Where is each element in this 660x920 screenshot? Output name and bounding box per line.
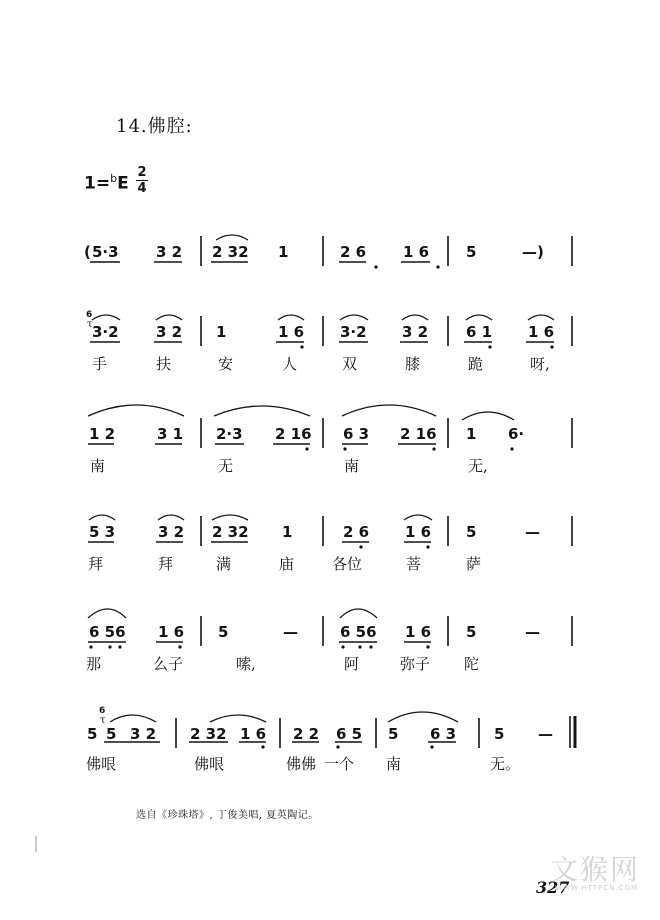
flat-sign: b: [110, 172, 118, 185]
note-group: 1: [466, 425, 477, 443]
watermark-logo: 文猴网: [549, 853, 640, 886]
lyric: 一个: [324, 755, 355, 773]
note-group: 6·: [508, 425, 525, 443]
lyric: 么子: [153, 655, 184, 673]
note-group: 1 6: [405, 623, 432, 641]
lyric: 那: [86, 655, 102, 673]
section-title: 14.佛腔:: [116, 116, 193, 137]
note-group: 1 6: [405, 523, 432, 541]
note-group: —: [538, 725, 553, 743]
lyric: 庙: [279, 555, 295, 573]
note-group: 1 6: [240, 725, 267, 743]
note-group: —: [525, 523, 540, 541]
lyric: 南: [344, 457, 360, 475]
note-group: 3·2: [92, 323, 119, 341]
lyric: 无,: [468, 457, 488, 475]
note-group: 3·2: [340, 323, 367, 341]
note-group: 5: [218, 623, 229, 641]
grace-note: 6: [99, 706, 106, 716]
lyric: 满: [216, 555, 232, 573]
page-number: 327: [536, 878, 570, 897]
note-group: 6 3: [430, 725, 457, 743]
note-group: 5: [106, 725, 117, 743]
note-group: 6 5: [336, 725, 363, 743]
note-group: 2 32: [212, 243, 249, 261]
note-group: 6 56: [340, 623, 377, 641]
note-group: 1 6: [528, 323, 555, 341]
note-group: 5: [87, 725, 98, 743]
note-group: 5: [494, 725, 505, 743]
key-tonic-number: 1: [84, 173, 96, 194]
lyric: 陀: [464, 655, 480, 673]
note-group: 1: [216, 323, 227, 341]
octave-dots: [89, 265, 553, 748]
note-group: 5: [466, 523, 477, 541]
lyric: 扶: [156, 355, 172, 373]
note-group: (: [84, 243, 91, 261]
trill-icon: τ: [87, 319, 93, 330]
lyric: 佛佛: [286, 755, 317, 773]
watermark-url: WWW.HTTPCN.COM: [555, 884, 638, 892]
lyric: 弥子: [400, 655, 431, 673]
lyric: 嗦,: [236, 655, 256, 673]
lyric: 呀,: [530, 355, 550, 373]
note-group: 2 16: [400, 425, 437, 443]
note-group: 5 3: [89, 523, 116, 541]
lyric: 安: [218, 355, 234, 373]
note-group: 5: [466, 623, 477, 641]
lyric: 萨: [466, 555, 482, 573]
note-group: —): [522, 243, 544, 261]
lyric: 佛哏: [86, 755, 117, 773]
note-group: 1 6: [403, 243, 430, 261]
lyric: 无。: [490, 755, 521, 773]
note-group: —: [283, 623, 298, 641]
note-group: 1: [282, 523, 293, 541]
lyric: 各位: [332, 555, 363, 573]
rhythm-underlines: [88, 262, 554, 742]
key-note: E: [117, 173, 129, 194]
lyric: 跪: [468, 355, 484, 373]
lyric: 人: [282, 355, 298, 373]
note-group: —: [525, 623, 540, 641]
lyric: 拜: [88, 555, 104, 573]
time-signature-bottom: 4: [137, 181, 147, 196]
lyric: 拜: [158, 555, 174, 573]
note-group: 5: [466, 243, 477, 261]
trill-icon: τ: [100, 715, 106, 726]
note-group: 6 3: [343, 425, 370, 443]
note-group: 3 2: [130, 725, 157, 743]
note-group: 1: [278, 243, 289, 261]
lyric: 佛哏: [194, 755, 225, 773]
note-group: 5·3: [92, 243, 119, 261]
note-group: 2 6: [340, 243, 367, 261]
slurs: [88, 235, 554, 722]
lyric: 双: [342, 355, 358, 373]
note-group: 3 1: [157, 425, 184, 443]
note-group: 2 32: [190, 725, 227, 743]
grace-note: 6: [86, 310, 93, 320]
lyric: 手: [92, 355, 108, 373]
note-group: 5: [388, 725, 399, 743]
time-signature-top: 2: [137, 165, 147, 180]
note-group: 1 6: [158, 623, 185, 641]
note-group: 3 2: [156, 243, 183, 261]
lyric: 南: [386, 755, 402, 773]
lyric: 无: [218, 457, 234, 475]
note-group: 3 2: [158, 523, 185, 541]
note-group: 1 6: [278, 323, 305, 341]
note-group: 2 16: [275, 425, 312, 443]
note-group: 2 6: [343, 523, 370, 541]
note-group: 6 56: [89, 623, 126, 641]
lyric: 阿: [344, 655, 360, 673]
lyric: 膝: [405, 355, 421, 373]
note-group: 1 2: [89, 425, 116, 443]
note-group: 3 2: [402, 323, 429, 341]
lyric: 菩: [406, 555, 422, 573]
lyric: 南: [90, 457, 106, 475]
key-equals: =: [95, 173, 111, 194]
note-group: 2·3: [216, 425, 243, 443]
note-group: 2 2: [293, 725, 320, 743]
note-group: 6 1: [466, 323, 493, 341]
source-note: 选自《珍珠塔》, 丁俊美唱, 夏英陶记。: [136, 810, 319, 821]
note-group: 2 32: [212, 523, 249, 541]
note-group: 3 2: [156, 323, 183, 341]
